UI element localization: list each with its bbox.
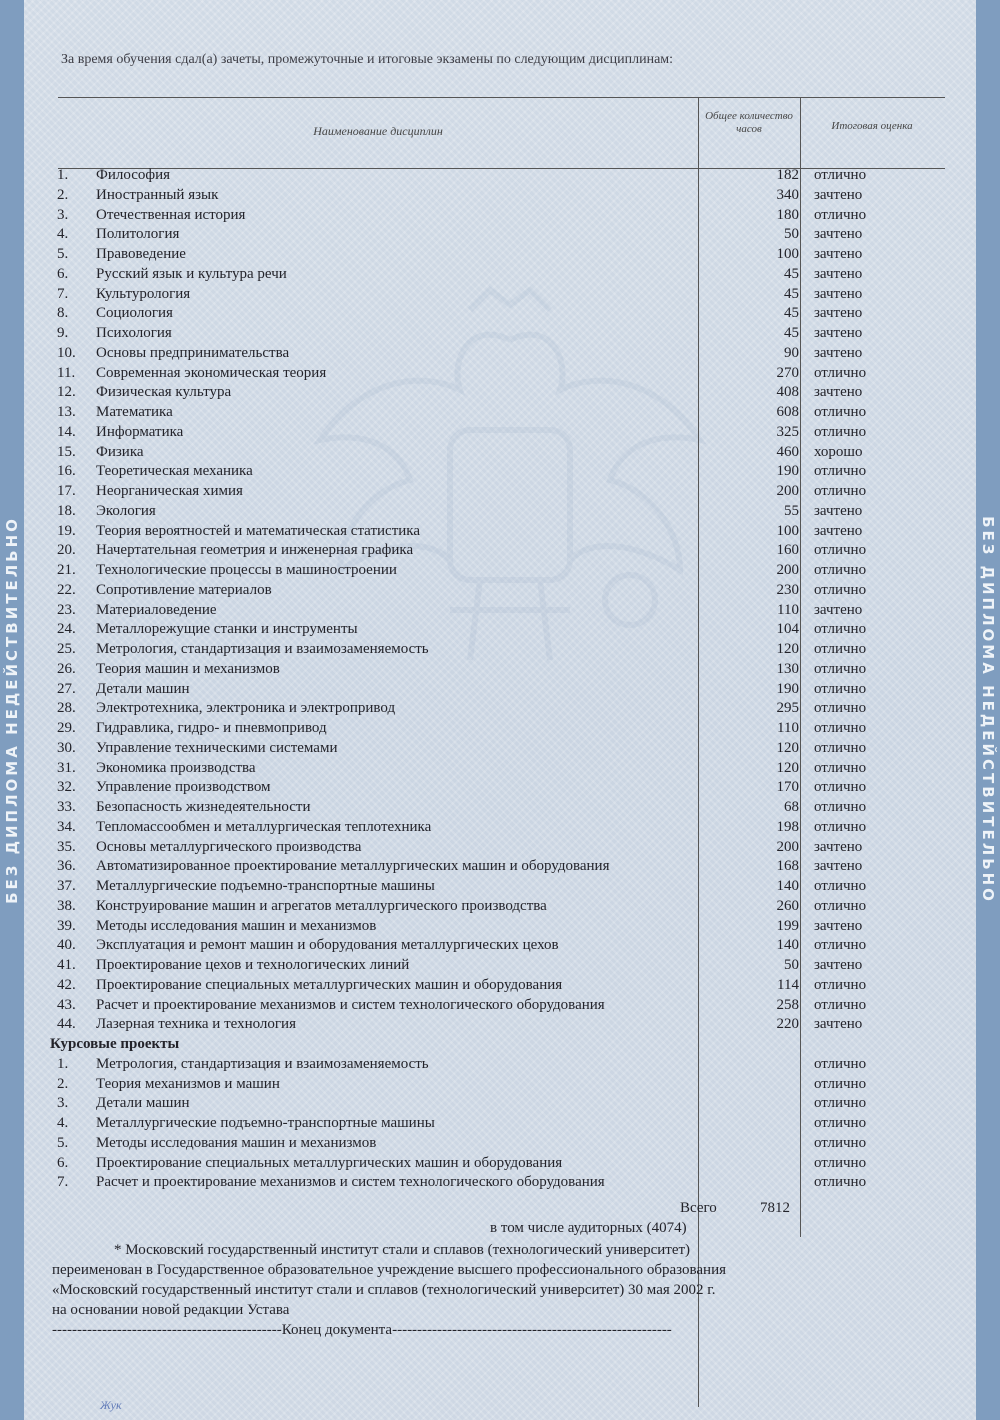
discipline-hours: 45 xyxy=(784,325,799,341)
row-number: 16. xyxy=(57,463,76,480)
table-row xyxy=(0,620,1000,640)
row-number: 19. xyxy=(57,522,76,539)
row-number: 31. xyxy=(57,759,76,776)
discipline-hours: 68 xyxy=(784,799,799,815)
table-row xyxy=(0,383,1000,403)
discipline-name: Физика xyxy=(96,443,144,460)
row-number: 32. xyxy=(57,779,76,796)
discipline-hours: 45 xyxy=(784,265,799,282)
table-row xyxy=(0,798,1000,818)
row-number: 5. xyxy=(57,1134,69,1151)
discipline-name: Детали машин xyxy=(96,680,190,697)
project-grade: отлично xyxy=(814,1174,867,1191)
row-number: 6. xyxy=(57,265,69,282)
table-row xyxy=(0,601,1000,621)
column-header-name: Наименование дисциплин xyxy=(313,124,443,138)
row-number: 44. xyxy=(57,1016,76,1033)
discipline-grade: отлично xyxy=(814,897,867,914)
table-row xyxy=(0,245,1000,265)
discipline-name: Метрология, стандартизация и взаимозаменяемость xyxy=(96,641,429,657)
row-number: 22. xyxy=(57,581,76,598)
discipline-name: Гидравлика, гидро- и пневмопривод xyxy=(96,720,327,736)
handwritten-signature: Жук xyxy=(100,1398,122,1412)
discipline-hours: 325 xyxy=(776,423,799,440)
row-number: 26. xyxy=(57,660,76,677)
project-name: Расчет и проектирование механизмов и систем технологического оборудования xyxy=(96,1174,605,1191)
discipline-hours: 340 xyxy=(776,186,799,203)
discipline-name: Проектирование цехов и технологических линий xyxy=(96,957,410,973)
discipline-grade: отлично xyxy=(814,364,867,381)
table-row xyxy=(0,857,1000,877)
row-number: 33. xyxy=(57,799,76,815)
discipline-grade: отлично xyxy=(814,878,867,894)
discipline-name: Управление производством xyxy=(96,779,271,796)
table-row xyxy=(0,680,1000,700)
discipline-name: Культурология xyxy=(96,285,191,302)
row-number: 39. xyxy=(57,917,76,934)
discipline-hours: 160 xyxy=(776,542,799,559)
project-name: Метрология, стандартизация и взаимозаменяемость xyxy=(96,1055,429,1072)
row-number: 23. xyxy=(57,601,76,618)
row-number: 24. xyxy=(57,621,76,638)
table-row xyxy=(0,324,1000,344)
discipline-name: Металлорежущие станки и инструменты xyxy=(96,621,358,638)
discipline-name: Русский язык и культура речи xyxy=(96,265,287,282)
project-grade: отлично xyxy=(814,1055,867,1072)
row-number: 11. xyxy=(57,364,76,381)
project-name: Теория механизмов и машин xyxy=(96,1075,280,1092)
discipline-grade: зачтено xyxy=(814,858,863,875)
table-top-rule xyxy=(58,97,945,98)
table-row xyxy=(0,304,1000,324)
discipline-grade: зачтено xyxy=(814,502,863,519)
discipline-grade: зачтено xyxy=(814,601,863,618)
table-row xyxy=(0,1154,1000,1174)
discipline-grade: отлично xyxy=(814,976,867,993)
discipline-grade: зачтено xyxy=(814,285,863,302)
row-number: 37. xyxy=(57,878,76,894)
project-grade: отлично xyxy=(814,1154,867,1171)
discipline-hours: 110 xyxy=(777,601,799,618)
discipline-hours: 460 xyxy=(776,443,799,460)
discipline-name: Физическая культура xyxy=(96,384,232,401)
discipline-hours: 270 xyxy=(776,364,799,381)
total-value: 7812 xyxy=(760,1200,790,1216)
discipline-name: Тепломассообмен и металлургическая теплотехника xyxy=(96,818,432,835)
table-row xyxy=(0,1015,1000,1035)
project-grade: отлично xyxy=(814,1134,867,1151)
table-row xyxy=(0,759,1000,779)
row-number: 27. xyxy=(57,680,76,697)
row-number: 3. xyxy=(57,1095,69,1112)
discipline-name: Начертательная геометрия и инженерная графика xyxy=(96,542,414,559)
table-row xyxy=(0,285,1000,305)
row-number: 36. xyxy=(57,858,76,875)
discipline-name: Конструирование машин и агрегатов металлургического производства xyxy=(96,897,547,914)
discipline-grade: отлично xyxy=(814,167,867,183)
discipline-hours: 130 xyxy=(776,660,799,677)
intro-text: За время обучения сдал(а) зачеты, промежуточные и итоговые экзамены по следующим дисциплинам: xyxy=(61,52,674,67)
discipline-grade: отлично xyxy=(814,739,867,756)
discipline-grade: зачтено xyxy=(814,226,863,243)
discipline-name: Основы металлургического производства xyxy=(96,838,362,855)
row-number: 29. xyxy=(57,720,76,736)
discipline-name: Теория вероятностей и математическая статистика xyxy=(96,522,420,539)
project-name: Методы исследования машин и механизмов xyxy=(96,1134,377,1151)
discipline-grade: отлично xyxy=(814,799,867,815)
table-row xyxy=(0,640,1000,660)
discipline-grade: отлично xyxy=(814,542,867,559)
row-number: 18. xyxy=(57,502,76,519)
table-row xyxy=(0,581,1000,601)
discipline-grade: отлично xyxy=(814,996,867,1013)
discipline-name: Эксплуатация и ремонт машин и оборудования металлургических цехов xyxy=(96,937,559,954)
discipline-grade: зачтено xyxy=(814,917,863,934)
discipline-hours: 230 xyxy=(776,581,799,598)
row-number: 28. xyxy=(57,700,76,717)
discipline-hours: 120 xyxy=(776,739,799,756)
row-number: 3. xyxy=(57,206,69,223)
discipline-name: Проектирование специальных металлургических машин и оборудования xyxy=(96,976,563,993)
discipline-grade: отлично xyxy=(814,562,867,578)
row-number: 12. xyxy=(57,384,76,401)
left-strip-text: БЕЗ ДИПЛОМА НЕДЕЙСТВИТЕЛЬНО xyxy=(3,516,21,904)
discipline-name: Основы предпринимательства xyxy=(96,344,290,361)
discipline-hours: 120 xyxy=(776,759,799,776)
table-row xyxy=(0,897,1000,917)
end-of-document-line: ----------------------------------------------Конец документа-------------------------------------------------------- xyxy=(52,1322,672,1338)
table-row xyxy=(0,344,1000,364)
footnote: * Московский государственный институт стали и сплавов (технологический университет) переименован в Государственное образовательное учреждение высшего профессионального образования «Московский государственный институт стали и сплавов (технологический университет) 30 мая 2002 г. на основании новой редакции Устава xyxy=(52,1242,726,1318)
discipline-name: Неорганическая химия xyxy=(96,483,243,499)
table-row xyxy=(0,996,1000,1016)
discipline-hours: 200 xyxy=(776,562,799,578)
discipline-grade: зачтено xyxy=(814,325,863,341)
discipline-name: Отечественная история xyxy=(96,206,246,223)
table-row xyxy=(0,936,1000,956)
discipline-name: Технологические процессы в машиностроении xyxy=(96,562,397,578)
discipline-hours: 180 xyxy=(776,206,799,223)
discipline-hours: 104 xyxy=(776,621,799,638)
table-row xyxy=(0,917,1000,937)
row-number: 20. xyxy=(57,542,76,559)
discipline-grade: отлично xyxy=(814,404,867,420)
table-row xyxy=(0,1134,1000,1154)
discipline-hours: 199 xyxy=(776,917,799,934)
row-number: 4. xyxy=(57,1115,69,1131)
discipline-hours: 198 xyxy=(776,818,799,835)
discipline-hours: 100 xyxy=(776,522,799,539)
row-number: 17. xyxy=(57,483,76,499)
discipline-grade: зачтено xyxy=(814,384,863,401)
discipline-hours: 55 xyxy=(784,502,799,519)
table-row xyxy=(0,739,1000,759)
table-row xyxy=(0,956,1000,976)
row-number: 14. xyxy=(57,423,76,440)
table-row xyxy=(0,778,1000,798)
discipline-name: Современная экономическая теория xyxy=(96,364,327,381)
discipline-grade: хорошо xyxy=(814,443,863,460)
discipline-hours: 608 xyxy=(776,404,799,420)
discipline-name: Информатика xyxy=(96,423,184,440)
row-number: 5. xyxy=(57,246,69,262)
table-row xyxy=(0,502,1000,522)
discipline-grade: отлично xyxy=(814,779,867,796)
discipline-hours: 182 xyxy=(776,167,799,183)
row-number: 40. xyxy=(57,937,76,954)
discipline-name: Автоматизированное проектирование металлургических машин и оборудования xyxy=(96,858,610,875)
table-row xyxy=(0,522,1000,542)
discipline-name: Лазерная техника и технология xyxy=(96,1016,296,1033)
discipline-grade: зачтено xyxy=(814,186,863,203)
row-number: 9. xyxy=(57,325,69,341)
row-number: 25. xyxy=(57,641,76,657)
discipline-grade: зачтено xyxy=(814,1016,863,1033)
discipline-grade: отлично xyxy=(814,937,867,954)
discipline-name: Методы исследования машин и механизмов xyxy=(96,917,377,934)
row-number: 10. xyxy=(57,344,76,361)
row-number: 35. xyxy=(57,838,76,855)
discipline-name: Философия xyxy=(96,167,171,183)
discipline-hours: 200 xyxy=(776,838,799,855)
discipline-name: Расчет и проектирование механизмов и систем технологического оборудования xyxy=(96,996,605,1013)
project-name: Детали машин xyxy=(96,1095,190,1112)
row-number: 38. xyxy=(57,897,76,914)
table-row xyxy=(0,462,1000,482)
row-number: 15. xyxy=(57,443,76,460)
discipline-name: Экономика производства xyxy=(96,759,256,776)
row-number: 4. xyxy=(57,226,69,243)
table-row xyxy=(0,443,1000,463)
discipline-grade: отлично xyxy=(814,700,867,717)
discipline-hours: 190 xyxy=(776,463,799,480)
discipline-hours: 295 xyxy=(776,700,799,717)
table-row xyxy=(0,1055,1000,1075)
discipline-grade: отлично xyxy=(814,581,867,598)
table-row xyxy=(0,265,1000,285)
discipline-grade: зачтено xyxy=(814,344,863,361)
project-grade: отлично xyxy=(814,1115,867,1131)
table-row xyxy=(0,838,1000,858)
discipline-grade: зачтено xyxy=(814,522,863,539)
discipline-name: Правоведение xyxy=(96,246,186,262)
discipline-hours: 260 xyxy=(776,897,799,914)
table-row xyxy=(0,225,1000,245)
row-number: 42. xyxy=(57,976,76,993)
table-row xyxy=(0,482,1000,502)
table-row xyxy=(0,1094,1000,1114)
disciplines-table xyxy=(0,166,1000,1193)
row-number: 13. xyxy=(57,404,76,420)
discipline-name: Безопасность жизнедеятельности xyxy=(96,799,311,815)
table-row xyxy=(0,423,1000,443)
discipline-name: Иностранный язык xyxy=(96,186,219,203)
discipline-hours: 120 xyxy=(776,641,799,657)
discipline-hours: 90 xyxy=(784,344,799,361)
discipline-grade: отлично xyxy=(814,463,867,480)
row-number: 1. xyxy=(57,167,69,183)
row-number: 1. xyxy=(57,1055,69,1072)
discipline-hours: 45 xyxy=(784,305,799,322)
auditory-hours: в том числе аудиторных (4074) xyxy=(490,1220,687,1236)
table-row xyxy=(0,719,1000,739)
discipline-grade: отлично xyxy=(814,206,867,223)
table-row xyxy=(0,660,1000,680)
discipline-hours: 50 xyxy=(784,957,799,973)
row-number: 41. xyxy=(57,957,76,973)
discipline-hours: 114 xyxy=(777,976,799,993)
table-row xyxy=(0,976,1000,996)
row-number: 2. xyxy=(57,186,69,203)
discipline-hours: 45 xyxy=(784,285,799,302)
table-row xyxy=(0,541,1000,561)
discipline-hours: 408 xyxy=(776,384,799,401)
discipline-name: Материаловедение xyxy=(96,601,217,618)
discipline-grade: отлично xyxy=(814,759,867,776)
discipline-hours: 140 xyxy=(776,878,799,894)
discipline-hours: 258 xyxy=(776,996,799,1013)
discipline-grade: отлично xyxy=(814,680,867,697)
discipline-name: Теория машин и механизмов xyxy=(96,660,280,677)
row-number: 34. xyxy=(57,818,76,835)
row-number: 30. xyxy=(57,739,76,756)
right-strip-text: БЕЗ ДИПЛОМА НЕДЕЙСТВИТЕЛЬНО xyxy=(979,516,997,904)
row-number: 7. xyxy=(57,285,69,302)
discipline-hours: 140 xyxy=(776,937,799,954)
discipline-grade: зачтено xyxy=(814,838,863,855)
discipline-hours: 110 xyxy=(777,720,799,736)
table-row xyxy=(0,1075,1000,1095)
discipline-name: Социология xyxy=(96,305,173,322)
table-row xyxy=(0,1114,1000,1134)
table-row xyxy=(0,561,1000,581)
discipline-name: Психология xyxy=(96,325,172,341)
discipline-name: Политология xyxy=(96,226,180,243)
discipline-hours: 190 xyxy=(776,680,799,697)
course-projects-title: Курсовые проекты xyxy=(50,1036,180,1052)
discipline-name: Электротехника, электроника и электропривод xyxy=(96,700,396,717)
discipline-grade: отлично xyxy=(814,483,867,499)
discipline-grade: отлично xyxy=(814,818,867,835)
project-grade: отлично xyxy=(814,1095,867,1112)
discipline-grade: отлично xyxy=(814,660,867,677)
column-header-grade: Итоговая оценка xyxy=(831,120,913,132)
row-number: 7. xyxy=(57,1174,69,1191)
discipline-hours: 220 xyxy=(776,1016,799,1033)
table-row xyxy=(0,364,1000,384)
table-row xyxy=(0,1173,1000,1193)
total-label: Всего xyxy=(680,1200,717,1216)
discipline-name: Математика xyxy=(96,404,173,420)
project-grade: отлично xyxy=(814,1075,867,1092)
discipline-name: Теоретическая механика xyxy=(96,463,253,480)
discipline-grade: зачтено xyxy=(814,265,863,282)
discipline-grade: зачтено xyxy=(814,246,863,262)
discipline-hours: 200 xyxy=(776,483,799,499)
project-name: Металлургические подъемно-транспортные машины xyxy=(96,1115,435,1131)
row-number: 43. xyxy=(57,996,76,1013)
discipline-grade: отлично xyxy=(814,621,867,638)
discipline-grade: отлично xyxy=(814,720,867,736)
table-row xyxy=(0,818,1000,838)
discipline-hours: 168 xyxy=(776,858,799,875)
table-row xyxy=(0,206,1000,226)
discipline-grade: зачтено xyxy=(814,957,863,973)
discipline-name: Экология xyxy=(96,502,156,519)
discipline-hours: 100 xyxy=(776,246,799,262)
table-row xyxy=(0,403,1000,423)
column-header-hours: Общее количество часов xyxy=(705,110,793,135)
row-number: 21. xyxy=(57,562,76,578)
row-number: 6. xyxy=(57,1154,69,1171)
discipline-name: Металлургические подъемно-транспортные машины xyxy=(96,878,435,894)
discipline-hours: 170 xyxy=(776,779,799,796)
discipline-grade: отлично xyxy=(814,423,867,440)
discipline-grade: зачтено xyxy=(814,305,863,322)
discipline-grade: отлично xyxy=(814,641,867,657)
row-number: 2. xyxy=(57,1075,69,1092)
row-number: 8. xyxy=(57,305,69,322)
table-row xyxy=(0,186,1000,206)
table-row xyxy=(0,699,1000,719)
discipline-hours: 50 xyxy=(784,226,799,243)
table-row xyxy=(0,877,1000,897)
project-name: Проектирование специальных металлургических машин и оборудования xyxy=(96,1154,563,1171)
discipline-name: Управление техническими системами xyxy=(96,739,338,756)
discipline-name: Сопротивление материалов xyxy=(96,581,272,598)
table-row xyxy=(0,166,1000,186)
